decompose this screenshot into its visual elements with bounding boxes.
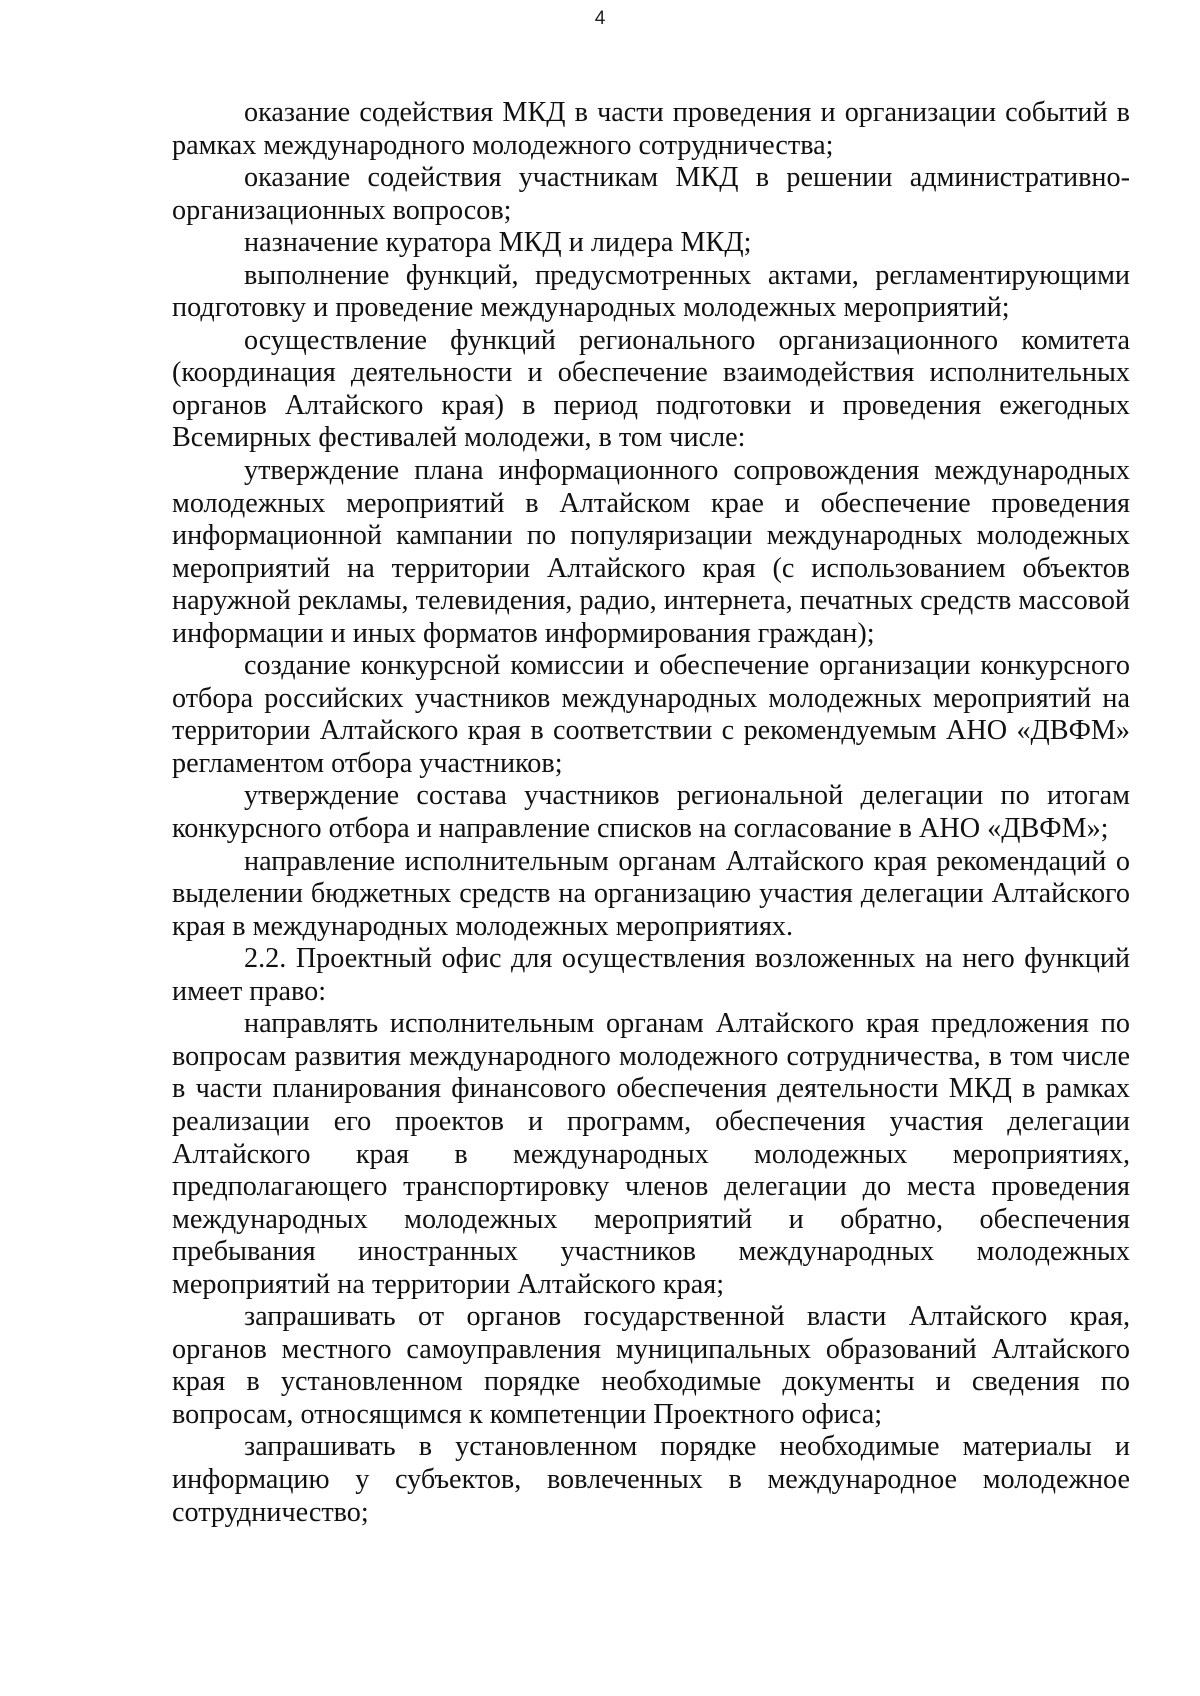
paragraph: назначение куратора МКД и лидера МКД; [244,227,752,259]
paragraph: выполнение функций, предусмотренных актами, регламентирующими подготовку и проведение международных молодежных мероприятий; [172,259,1130,324]
paragraph: оказание содействия участникам МКД в решении административно-организационных вопросов; [172,162,1130,226]
page-number: 4 [594,8,606,29]
section-heading-paragraph: 2.2. Проектный офис для осуществления возложенных на него функций имеет право: [172,943,1130,1007]
paragraph: запрашивать от органов государственной власти Алтайского края, органов местного самоуправления муниципальных образований Алтайского края в установленном порядке необходимые документы и сведения по вопросам, относящимся к компетенции Проектного офиса; [172,1301,1130,1430]
paragraph: создание конкурсной комиссии и обеспечение организации конкурсного отбора российских участников международных молодежных мероприятий на территории Алтайского края в соответствии с рекомендуемым АНО «ДВФМ» регламентом отбора участников; [172,650,1130,779]
paragraph: направлять исполнительным органам Алтайского края предложения по вопросам развития международного молодежного сотрудничества, в том числе в части планирования финансового обеспечения деятельности МКД в рамках реализации его проектов и программ, обеспечения участия делегации Алтайского края в международных молодежных мероприятиях, предполагающего транспортировку членов делегации до места проведения международных молодежных мероприятий и обратно, обеспечения пребывания иностранных участников международных молодежных мероприятий на территории Алтайского края; [172,1008,1130,1300]
paragraph: оказание содействия МКД в части проведения и организации событий в рамках международного молодежного сотрудничества; [172,97,1130,161]
paragraph: утверждение состава участников региональной делегации по итогам конкурсного отбора и направление списков на согласование в АНО «ДВФМ»; [172,780,1130,845]
paragraph: направление исполнительным органам Алтайского края рекомендаций о выделении бюджетных средств на организацию участия делегации Алтайского края в международных молодежных мероприятиях. [172,845,1130,942]
paragraph: утверждение плана информационного сопровождения международных молодежных мероприятий в Алтайском крае и обеспечение проведения информационной кампании по популяризации международных молодежных мероприятий на территории Алтайского края (с использованием объектов наружной рекламы, телевидения, радио, интернета, печатных средств массовой информации и иных форматов информирования граждан); [172,455,1130,649]
document-body [172,97,1130,1529]
paragraph: осуществление функций регионального организационного комитета (координация деятельности и обеспечение взаимодействия исполнительных органов Алтайского края) в период подготовки и проведения ежегодных Всемирных фестивалей молодежи, в том числе: [172,324,1130,454]
paragraph: запрашивать в установленном порядке необходимые материалы и информацию у субъектов, вовлеченных в международное молодежное сотрудничество; [172,1431,1130,1528]
